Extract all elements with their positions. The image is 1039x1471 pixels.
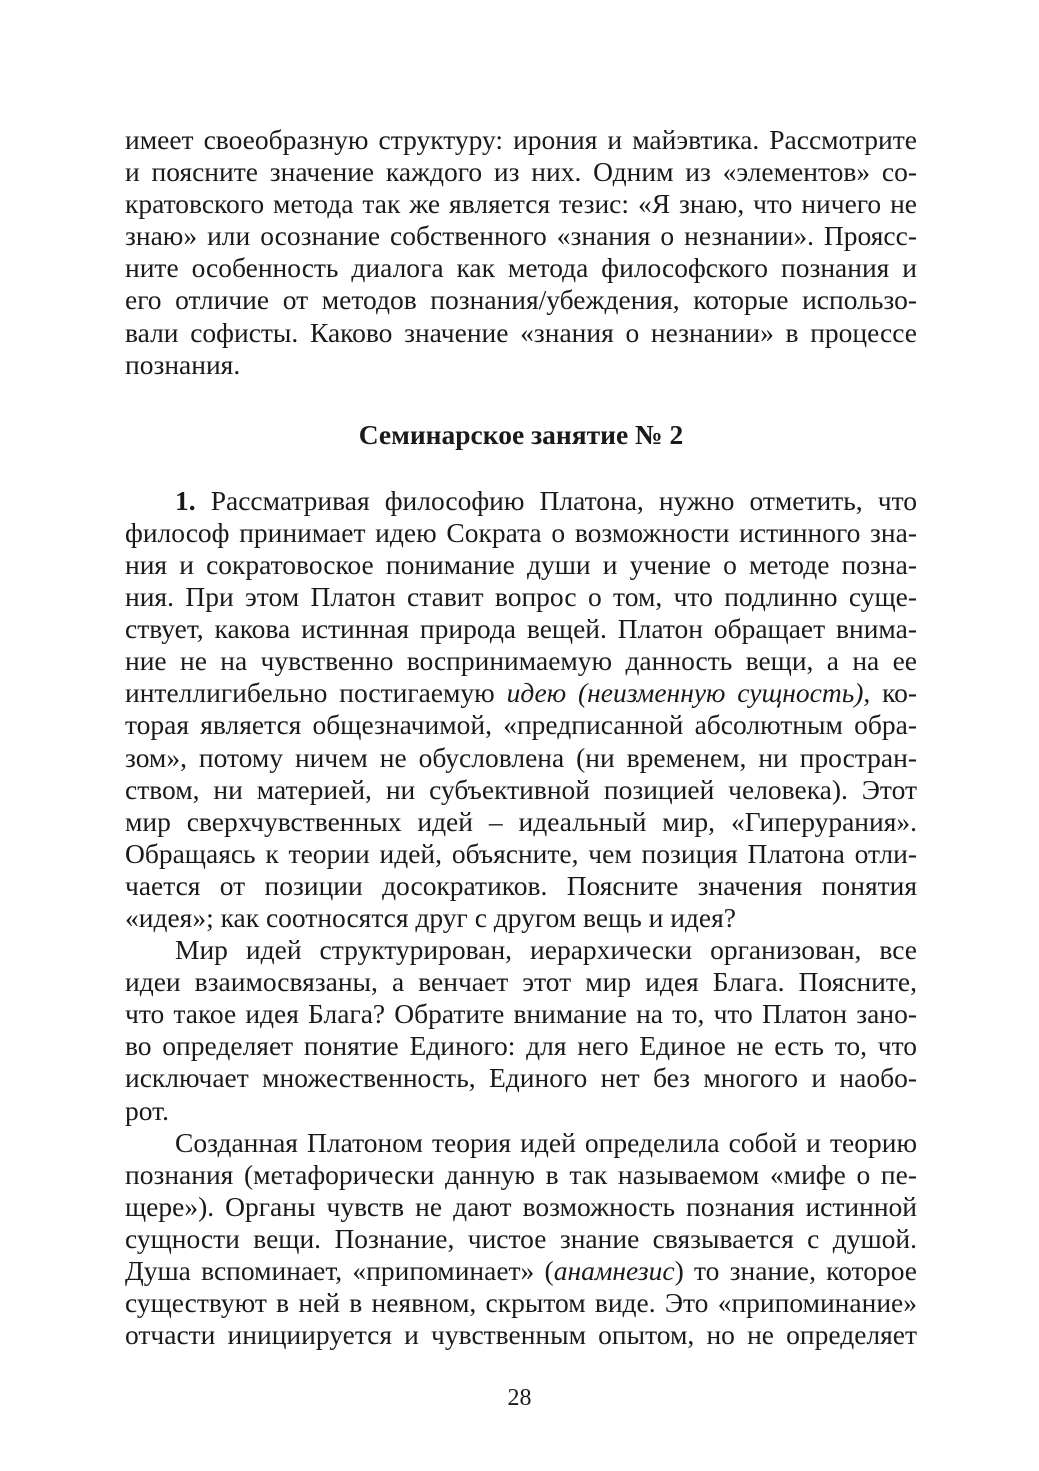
text-line: исключает множественность, Единого нет без многого и наобо-	[125, 1062, 917, 1094]
heading-spacer	[125, 451, 917, 485]
text-line: знаю» или осознание собственного «знания о незнании». Проясс-	[125, 220, 917, 252]
italic-term: идею (неизменную сущность),	[506, 677, 871, 709]
text-line: что такое идея Блага? Обратите внимание на то, что Платон зано-	[125, 998, 917, 1030]
text-line: идеи взаимосвязаны, а венчает этот мир идея Блага. Поясните,	[125, 966, 917, 998]
text-line: мир сверхчувственных идей – идеальный мир, «Гиперурания».	[125, 805, 917, 837]
text-line: щере»). Органы чувств не дают возможность познания истинной	[125, 1190, 917, 1222]
text-line: Мир идей структурирован, иерархически организован, все	[175, 934, 917, 966]
item-number: 1.	[175, 484, 196, 516]
text-fragment: интеллигибельно постигаемую	[125, 677, 507, 709]
text-line: ством, ни материей, ни субъективной позицией человека). Этот	[125, 773, 917, 805]
text-line: Обращаясь к теории идей, объясните, чем позиция Платона отли-	[125, 837, 917, 869]
text-line: его отличие от методов познания/убеждения, которые использо-	[125, 284, 917, 316]
text-line: сущности вещи. Познание, чистое знание связывается с душой.	[125, 1222, 917, 1254]
page-body	[125, 124, 917, 1351]
text-line	[125, 677, 917, 709]
text-line: кратовского метода так же является тезис: «Я знаю, что ничего не	[125, 188, 917, 220]
text-line: ние не на чувственно воспринимаемую данность вещи, а на ее	[125, 645, 917, 677]
paragraph-1	[125, 485, 917, 934]
text-line: ствует, какова истинная природа вещей. Платон обращает внима-	[125, 613, 917, 645]
text-fragment: Рассматривая философию Платона, нужно отметить, что	[195, 484, 917, 516]
text-line: философ принимает идею Сократа о возможности истинного зна-	[125, 516, 917, 548]
text-line: ните особенность диалога как метода философского познания и	[125, 252, 917, 284]
text-line: «идея»; как соотносятся друг с другом вещь и идея?	[125, 901, 736, 933]
text-line: чается от позиции досократиков. Поясните значения понятия	[125, 869, 917, 901]
text-fragment: ко-	[870, 677, 917, 709]
section-heading: Семинарское занятие № 2	[358, 418, 684, 450]
italic-term: анамнезис	[553, 1255, 675, 1286]
text-fragment: ) то знание, которое	[674, 1255, 917, 1286]
text-line	[125, 485, 917, 517]
text-line: ния. При этом Платон ставит вопрос о том, что подлинно суще-	[125, 581, 917, 613]
text-line: рот.	[125, 1094, 169, 1126]
text-fragment: Душа вспоминает, «припоминает» (	[125, 1255, 554, 1286]
text-line: во определяет понятие Единого: для него Единое не есть то, что	[125, 1030, 917, 1062]
text-line: вали софисты. Каково значение «знания о незнании» в процессе	[125, 316, 917, 348]
page-number: 28	[507, 1385, 532, 1411]
text-line: и поясните значение каждого из них. Одним из «элементов» со-	[125, 156, 917, 188]
paragraph-3	[125, 1127, 917, 1352]
text-line: существуют в ней в неявном, скрытом виде. Это «припоминание»	[125, 1287, 917, 1319]
text-line: познания (метафорически данную в так называемом «мифе о пе-	[125, 1158, 917, 1190]
text-line: познания.	[125, 348, 241, 380]
text-line: Созданная Платоном теория идей определила собой и теорию	[175, 1126, 917, 1158]
text-line: ния и сократовоское понимание души и учение о методе позна-	[125, 548, 917, 580]
intro-paragraph	[125, 124, 917, 381]
text-line: зом», потому ничем не обусловлена (ни временем, ни простран-	[125, 741, 917, 773]
text-line: имеет своеобразную структуру: ирония и майэвтика. Рассмотрите	[125, 124, 917, 155]
paragraph-2	[125, 934, 917, 1127]
text-line: отчасти инициируется и чувственным опытом, но не определяет	[125, 1319, 917, 1351]
text-line	[125, 1255, 917, 1287]
text-line: торая является общезначимой, «предписанной абсолютным обра-	[125, 709, 917, 741]
